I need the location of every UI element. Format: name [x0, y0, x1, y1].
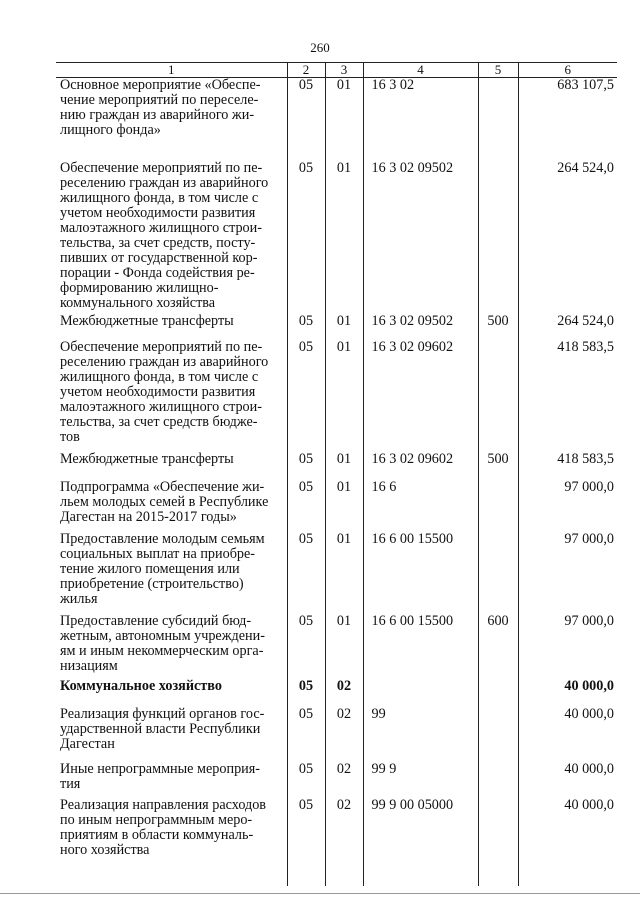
table-body: [56, 78, 617, 886]
section-cell: 05: [287, 161, 325, 314]
name-cell: Обеспечение мероприятий по пе- реселению граждан из аварийного жилищного фонда, в том числе с учетом необходимости развития малоэтажного жилищного строи- тельства, за счет средств, посту- пивших от государственной кор- порации - Фонда содействия ре- формированию жилищно- коммунального хозяйства: [60, 159, 269, 311]
target-article-cell: 16 3 02 09602: [363, 452, 478, 480]
section-cell: 05: [287, 614, 325, 679]
table-row: [56, 614, 617, 679]
section-cell: 05: [287, 340, 325, 452]
amount-cell: 40 000,0: [518, 798, 617, 886]
section-cell: 05: [287, 679, 325, 707]
name-cell: Реализация функций органов гос- ударственной власти Республики Дагестан: [60, 705, 265, 752]
header-cell-section: 2: [287, 63, 325, 78]
page-number: 260: [310, 40, 330, 55]
name-cell: Коммунальное хозяйство: [60, 677, 222, 694]
section-cell: 05: [287, 452, 325, 480]
table-row: [56, 340, 617, 452]
table-row: [56, 78, 617, 161]
subsection-cell: 01: [325, 532, 363, 614]
target-article-cell: 16 6 00 15500: [363, 532, 478, 614]
section-cell: 05: [287, 762, 325, 798]
table-row: [56, 679, 617, 707]
section-cell: 05: [287, 314, 325, 340]
header-cell-name: 1: [56, 63, 287, 78]
amount-cell: 264 524,0: [518, 161, 617, 314]
amount-cell: 97 000,0: [518, 532, 617, 614]
target-article-cell: 99 9: [363, 762, 478, 798]
header-cell-amount: 6: [518, 63, 617, 78]
subsection-cell: 01: [325, 340, 363, 452]
name-cell: Обеспечение мероприятий по пе- реселению граждан из аварийного жилищного фонда, в том числе с учетом необходимости развития малоэтажного жилищного строи- тельства, за счет средств бюдже- тов: [60, 338, 269, 445]
name-cell: Реализация направления расходов по иным непрограммным меро- приятиям в области коммуналь- ного хозяйства: [60, 796, 267, 858]
target-article-cell: 16 3 02 09502: [363, 161, 478, 314]
amount-cell: 97 000,0: [518, 480, 617, 532]
table-row: [56, 762, 617, 798]
expense-type-cell: [478, 707, 518, 762]
name-cell: Межбюджетные трансферты: [60, 450, 234, 467]
target-article-cell: 16 6 00 15500: [363, 614, 478, 679]
header-cell-target-article: 4: [363, 63, 478, 78]
name-cell: Подпрограмма «Обеспечение жи- льем молодых семей в Республике Дагестан на 2015-2017 годы»: [60, 478, 269, 525]
name-cell: Предоставление субсидий бюд- жетным, автономным учреждени- ям и иным некоммерческим орга- низациям: [60, 612, 265, 674]
expense-type-cell: 500: [478, 452, 518, 480]
expense-type-cell: [478, 532, 518, 614]
target-article-cell: 16 6: [363, 480, 478, 532]
amount-cell: 264 524,0: [518, 314, 617, 340]
section-cell: 05: [287, 798, 325, 886]
target-article-cell: 16 3 02: [363, 78, 478, 161]
table-row: [56, 452, 617, 480]
expense-type-cell: [478, 762, 518, 798]
target-article-cell: 16 3 02 09602: [363, 340, 478, 452]
expense-type-cell: [478, 78, 518, 161]
section-cell: 05: [287, 480, 325, 532]
expense-type-cell: [478, 340, 518, 452]
subsection-cell: 01: [325, 314, 363, 340]
subsection-cell: 01: [325, 78, 363, 161]
header-cell-expense-type: 5: [478, 63, 518, 78]
name-cell: Иные непрограммные мероприя- тия: [60, 760, 261, 792]
expense-type-cell: [478, 480, 518, 532]
expense-type-cell: [478, 679, 518, 707]
footer-rule: [0, 893, 640, 894]
subsection-cell: 02: [325, 707, 363, 762]
section-cell: 05: [287, 707, 325, 762]
subsection-cell: 02: [325, 798, 363, 886]
subsection-cell: 02: [325, 762, 363, 798]
table-row: [56, 798, 617, 886]
subsection-cell: 01: [325, 480, 363, 532]
table-row: [56, 532, 617, 614]
expense-type-cell: 600: [478, 614, 518, 679]
name-cell: Предоставление молодым семьям социальных выплат на приобре- тение жилого помещения или приобретение (строительство) жилья: [60, 530, 265, 607]
name-cell: Основное мероприятие «Обеспе- чение мероприятий по переселе- нию граждан из аварийного жи- лищного фонда»: [60, 77, 261, 138]
table-row: [56, 480, 617, 532]
amount-cell: 683 107,5: [518, 78, 617, 161]
expense-type-cell: [478, 798, 518, 886]
target-article-cell: 16 3 02 09502: [363, 314, 478, 340]
section-cell: 05: [287, 78, 325, 161]
budget-table: [56, 62, 617, 886]
subsection-cell: 02: [325, 679, 363, 707]
name-cell: Межбюджетные трансферты: [60, 312, 234, 329]
expense-type-cell: [478, 161, 518, 314]
table-row: [56, 707, 617, 762]
target-article-cell: 99: [363, 707, 478, 762]
table-row: [56, 161, 617, 314]
amount-cell: 40 000,0: [518, 707, 617, 762]
subsection-cell: 01: [325, 161, 363, 314]
expense-type-cell: 500: [478, 314, 518, 340]
subsection-cell: 01: [325, 614, 363, 679]
amount-cell: 40 000,0: [518, 762, 617, 798]
header-row: [56, 63, 617, 78]
table-row: [56, 314, 617, 340]
amount-cell: 418 583,5: [518, 452, 617, 480]
subsection-cell: 01: [325, 452, 363, 480]
target-article-cell: 99 9 00 05000: [363, 798, 478, 886]
amount-cell: 97 000,0: [518, 614, 617, 679]
amount-cell: 40 000,0: [518, 679, 617, 707]
header-cell-subsection: 3: [325, 63, 363, 78]
target-article-cell: [363, 679, 478, 707]
section-cell: 05: [287, 532, 325, 614]
amount-cell: 418 583,5: [518, 340, 617, 452]
